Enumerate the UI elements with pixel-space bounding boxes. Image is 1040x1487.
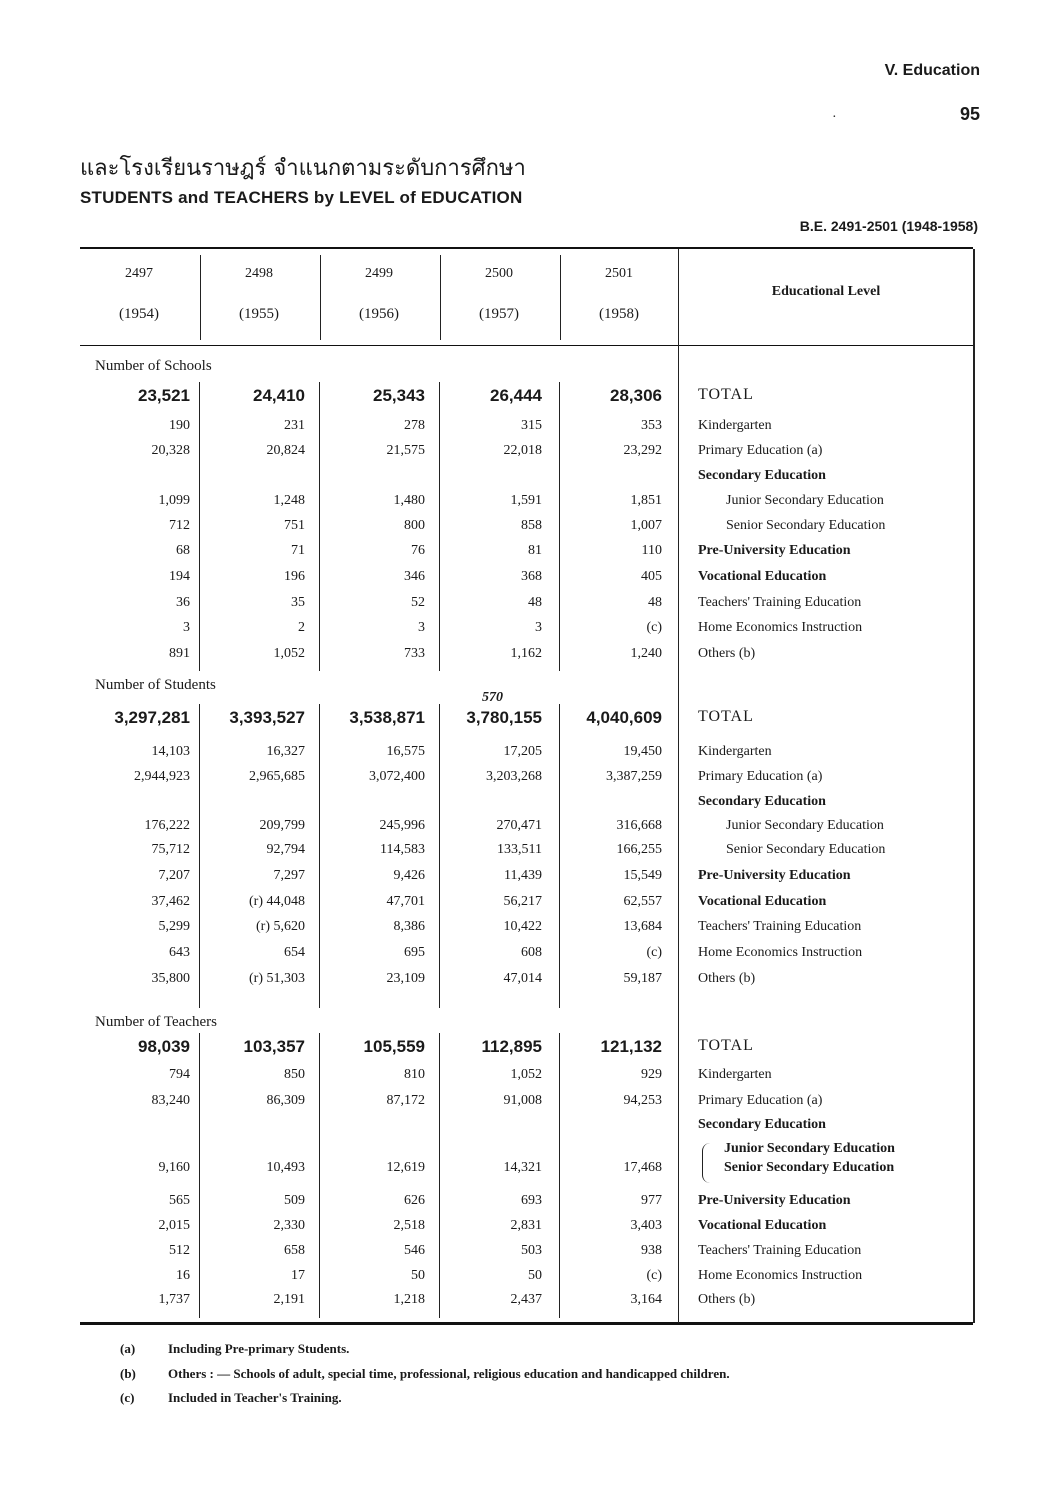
value-cell: 3,780,155 [466, 708, 542, 727]
group-title: Number of Teachers [95, 1014, 217, 1030]
value-cell: 10,493 [266, 1160, 305, 1175]
table-row [0, 769, 1040, 793]
value-cell: 503 [521, 1243, 542, 1258]
value-cell: 21,575 [386, 443, 425, 458]
value-cell: 105,559 [363, 1037, 425, 1056]
value-cell: 1,591 [510, 493, 542, 508]
footnote-key: (c) [120, 1390, 135, 1405]
value-cell: 114,583 [380, 842, 425, 857]
value-cell: 50 [528, 1268, 542, 1283]
value-cell: 190 [169, 418, 190, 433]
table-row [0, 894, 1040, 918]
row-label: Junior Secondary Education [724, 1141, 895, 1156]
year-ce-1958: (1958) [599, 306, 639, 322]
value-cell: 121,132 [600, 1037, 662, 1056]
value-cell: 194 [169, 569, 190, 584]
value-cell: 15,549 [623, 868, 662, 883]
row-label: Secondary Education [698, 794, 826, 809]
table-row [0, 620, 1040, 644]
value-cell: 17,468 [623, 1160, 662, 1175]
period-label: B.E. 2491-2501 (1948-1958) [799, 218, 978, 234]
value-cell: 86,309 [266, 1093, 305, 1108]
value-cell: 643 [169, 945, 190, 960]
table-row [0, 1193, 1040, 1217]
total-row [0, 1037, 1040, 1061]
value-cell: 1,218 [393, 1292, 425, 1307]
value-cell: 3 [418, 620, 425, 635]
value-cell: 83,240 [151, 1093, 190, 1108]
table-top-rule [80, 247, 973, 249]
table-bottom-rule [80, 1322, 973, 1325]
value-cell: 47,014 [503, 971, 542, 986]
value-cell: 3 [183, 620, 190, 635]
value-cell: 2,944,923 [134, 769, 190, 784]
value-cell: 2,191 [273, 1292, 305, 1307]
table-row [0, 418, 1040, 442]
value-cell: 7,207 [158, 868, 190, 883]
header-divider [200, 255, 201, 340]
level-header: Educational Level [771, 284, 881, 299]
value-cell: 1,248 [273, 493, 305, 508]
value-cell: 315 [521, 418, 542, 433]
value-cell: 23,292 [623, 443, 662, 458]
row-label: Primary Education (a) [698, 769, 823, 784]
group-title: Number of Schools [95, 358, 212, 374]
value-cell: 209,799 [259, 818, 305, 833]
value-cell: 9,160 [158, 1160, 190, 1175]
table-row [0, 1117, 1040, 1141]
table-row [0, 543, 1040, 567]
value-cell: 22,018 [503, 443, 542, 458]
year-be-1956: 2499 [365, 266, 393, 281]
value-cell: 5,299 [158, 919, 190, 934]
value-cell: 245,996 [379, 818, 425, 833]
value-cell: (c) [646, 620, 662, 635]
value-cell: 133,511 [497, 842, 542, 857]
table-row [0, 744, 1040, 768]
value-cell: 800 [404, 518, 425, 533]
value-cell: 1,851 [630, 493, 662, 508]
value-cell: 25,343 [373, 386, 425, 405]
value-cell: 751 [284, 518, 305, 533]
value-cell: 794 [169, 1067, 190, 1082]
value-cell: 1,240 [630, 646, 662, 661]
value-cell: 695 [404, 945, 425, 960]
table-row [0, 1243, 1040, 1267]
value-cell: 231 [284, 418, 305, 433]
value-cell: 48 [648, 595, 662, 610]
value-cell: 353 [641, 418, 662, 433]
header-divider [320, 255, 321, 340]
value-cell: 2,437 [510, 1292, 542, 1307]
row-label: Pre-University Education [698, 543, 851, 558]
value-cell: 810 [404, 1067, 425, 1082]
value-cell: 654 [284, 945, 305, 960]
page-dot: · [832, 110, 837, 125]
year-be-1957: 2500 [485, 266, 513, 281]
row-label: Vocational Education [698, 894, 827, 909]
value-cell: 92,794 [266, 842, 305, 857]
row-label: Primary Education (a) [698, 1093, 823, 1108]
value-cell: (c) [646, 945, 662, 960]
value-cell: 3,538,871 [349, 708, 425, 727]
value-cell: 4,040,609 [586, 708, 662, 727]
footnote-key: (a) [120, 1341, 136, 1356]
value-cell: 110 [641, 543, 662, 558]
value-cell: 24,410 [253, 386, 305, 405]
year-be-1955: 2498 [245, 266, 273, 281]
row-label: Secondary Education [698, 1117, 826, 1132]
value-cell: 368 [521, 569, 542, 584]
value-cell: 20,824 [266, 443, 305, 458]
value-cell: 94,253 [623, 1093, 662, 1108]
value-cell: 14,103 [151, 744, 190, 759]
value-cell: 176,222 [144, 818, 190, 833]
value-cell: 196 [284, 569, 305, 584]
value-cell: 62,557 [623, 894, 662, 909]
value-cell: 3,393,527 [229, 708, 305, 727]
value-cell: (r) 51,303 [249, 971, 305, 986]
value-cell: 3 [535, 620, 542, 635]
value-cell: 509 [284, 1193, 305, 1208]
row-label: Kindergarten [698, 744, 772, 759]
value-cell: (c) [646, 1268, 662, 1283]
table-row [0, 919, 1040, 943]
value-cell: 1,737 [158, 1292, 190, 1307]
row-label: TOTAL [698, 1037, 754, 1054]
value-cell: 2,518 [393, 1218, 425, 1233]
value-cell: 658 [284, 1243, 305, 1258]
group-title: Number of Students [95, 677, 216, 693]
table-row [0, 569, 1040, 593]
row-label: Senior Secondary Education [726, 518, 886, 533]
value-cell: 2,965,685 [249, 769, 305, 784]
value-cell: 546 [404, 1243, 425, 1258]
value-cell: 11,439 [504, 868, 542, 883]
value-cell: 103,357 [243, 1037, 305, 1056]
total-row [0, 386, 1040, 410]
value-cell: 17,205 [503, 744, 542, 759]
header-bottom-rule [80, 345, 973, 346]
value-cell: 36 [176, 595, 190, 610]
year-ce-1956: (1956) [359, 306, 399, 322]
row-label: Pre-University Education [698, 1193, 851, 1208]
row-label: Kindergarten [698, 1067, 772, 1082]
value-cell: 9,426 [393, 868, 425, 883]
year-ce-1957: (1957) [479, 306, 519, 322]
footnote-text: Included in Teacher's Training. [168, 1390, 342, 1405]
row-label: Kindergarten [698, 418, 772, 433]
value-cell: 8,386 [393, 919, 425, 934]
value-cell: 112,895 [481, 1037, 542, 1056]
year-ce-1954: (1954) [119, 306, 159, 322]
value-cell: 20,328 [151, 443, 190, 458]
row-label: Others (b) [698, 1292, 756, 1307]
value-cell: 850 [284, 1067, 305, 1082]
row-label: Others (b) [698, 646, 756, 661]
value-cell: 166,255 [616, 842, 662, 857]
table-row [0, 1218, 1040, 1242]
year-ce-1955: (1955) [239, 306, 279, 322]
year-be-1954: 2497 [125, 266, 153, 281]
row-label: Senior Secondary Education [724, 1160, 895, 1175]
value-cell: 693 [521, 1193, 542, 1208]
row-label: Home Economics Instruction [698, 620, 863, 635]
value-cell: 47,701 [386, 894, 425, 909]
value-cell: 512 [169, 1243, 190, 1258]
value-cell: 565 [169, 1193, 190, 1208]
value-cell: 10,422 [503, 919, 542, 934]
value-cell: 35 [291, 595, 305, 610]
row-label: Teachers' Training Education [698, 595, 862, 610]
value-cell: 733 [404, 646, 425, 661]
value-cell: 858 [521, 518, 542, 533]
value-cell: 37,462 [151, 894, 190, 909]
value-cell: 346 [404, 569, 425, 584]
value-cell: 3,297,281 [114, 708, 190, 727]
row-label: TOTAL [698, 386, 754, 403]
value-cell: 1,052 [273, 646, 305, 661]
footnote-text: Including Pre-primary Students. [168, 1341, 350, 1356]
value-cell: 81 [528, 543, 542, 558]
value-cell: 2 [298, 620, 305, 635]
row-label: Pre-University Education [698, 868, 851, 883]
row-label: Primary Education (a) [698, 443, 823, 458]
table-row [0, 518, 1040, 542]
value-cell: 1,480 [393, 493, 425, 508]
value-cell: 68 [176, 543, 190, 558]
row-label: Senior Secondary Education [726, 842, 886, 857]
table-row [0, 842, 1040, 866]
value-cell: 14,321 [503, 1160, 542, 1175]
value-cell: 3,203,268 [486, 769, 542, 784]
value-cell: 2,015 [158, 1218, 190, 1233]
value-cell: 626 [404, 1193, 425, 1208]
value-cell: 270,471 [496, 818, 542, 833]
table-row [0, 1067, 1040, 1091]
value-cell: 26,444 [490, 386, 542, 405]
value-cell: 405 [641, 569, 662, 584]
value-cell: 1,052 [510, 1067, 542, 1082]
value-cell: 87,172 [386, 1093, 425, 1108]
handwritten-correction: 570 [482, 690, 503, 705]
english-title: STUDENTS and TEACHERS by LEVEL of EDUCATION [80, 188, 523, 207]
row-label: Junior Secondary Education [726, 818, 884, 833]
value-cell: 891 [169, 646, 190, 661]
row-label: Junior Secondary Education [726, 493, 884, 508]
value-cell: 19,450 [623, 744, 662, 759]
value-cell: 52 [411, 595, 425, 610]
value-cell: 2,831 [510, 1218, 542, 1233]
value-cell: 50 [411, 1268, 425, 1283]
value-cell: 28,306 [610, 386, 662, 405]
table-row [0, 1292, 1040, 1316]
row-label: Vocational Education [698, 569, 827, 584]
value-cell: 1,007 [630, 518, 662, 533]
secondary-brace [702, 1143, 711, 1183]
value-cell: 3,164 [630, 1292, 662, 1307]
row-label: Home Economics Instruction [698, 945, 863, 960]
table-row [0, 493, 1040, 517]
table-row [0, 646, 1040, 670]
section-header: V. Education [884, 62, 980, 79]
value-cell: 3,387,259 [606, 769, 662, 784]
value-cell: 3,403 [630, 1218, 662, 1233]
value-cell: 16,327 [266, 744, 305, 759]
table-row [0, 818, 1040, 842]
value-cell: 35,800 [151, 971, 190, 986]
value-cell: 56,217 [503, 894, 542, 909]
footnote-key: (b) [120, 1366, 136, 1381]
value-cell: (r) 44,048 [249, 894, 305, 909]
table-row [0, 1160, 1040, 1184]
value-cell: 59,187 [623, 971, 662, 986]
value-cell: 278 [404, 418, 425, 433]
value-cell: 12,619 [386, 1160, 425, 1175]
value-cell: 1,162 [510, 646, 542, 661]
value-cell: 23,521 [138, 386, 190, 405]
footnote-text: Others : — Schools of adult, special time, professional, religious education and handicapped children. [168, 1366, 730, 1381]
header-divider [560, 255, 561, 340]
value-cell: 7,297 [273, 868, 305, 883]
value-cell: 23,109 [386, 971, 425, 986]
value-cell: 98,039 [138, 1037, 190, 1056]
page-number: 95 [959, 104, 980, 124]
row-label: TOTAL [698, 708, 754, 725]
table-row [0, 794, 1040, 818]
value-cell: 76 [411, 543, 425, 558]
table-row [0, 595, 1040, 619]
value-cell: 929 [641, 1067, 662, 1082]
total-row [0, 708, 1040, 732]
value-cell: 3,072,400 [369, 769, 425, 784]
value-cell: 2,330 [273, 1218, 305, 1233]
row-label: Teachers' Training Education [698, 1243, 862, 1258]
value-cell: 712 [169, 518, 190, 533]
value-cell: 13,684 [623, 919, 662, 934]
value-cell: 91,008 [503, 1093, 542, 1108]
table-row [0, 443, 1040, 467]
table-row [0, 868, 1040, 892]
row-label: Teachers' Training Education [698, 919, 862, 934]
value-cell: 977 [641, 1193, 662, 1208]
table-row [0, 1268, 1040, 1292]
value-cell: (r) 5,620 [256, 919, 305, 934]
value-cell: 16,575 [386, 744, 425, 759]
row-label: Vocational Education [698, 1218, 827, 1233]
thai-title: และโรงเรียนราษฎร์ จำแนกตามระดับการศึกษา [80, 156, 526, 181]
value-cell: 48 [528, 595, 542, 610]
row-label: Others (b) [698, 971, 756, 986]
year-be-1958: 2501 [605, 266, 633, 281]
row-label: Secondary Education [698, 468, 826, 483]
value-cell: 316,668 [616, 818, 662, 833]
table-row [0, 945, 1040, 969]
value-cell: 17 [291, 1268, 305, 1283]
value-cell: 938 [641, 1243, 662, 1258]
value-cell: 608 [521, 945, 542, 960]
table-row [0, 971, 1040, 995]
table-row [0, 468, 1040, 492]
value-cell: 1,099 [158, 493, 190, 508]
table-row [0, 1093, 1040, 1117]
value-cell: 71 [291, 543, 305, 558]
value-cell: 75,712 [151, 842, 190, 857]
value-cell: 16 [176, 1268, 190, 1283]
row-label: Home Economics Instruction [698, 1268, 863, 1283]
header-divider [440, 255, 441, 340]
